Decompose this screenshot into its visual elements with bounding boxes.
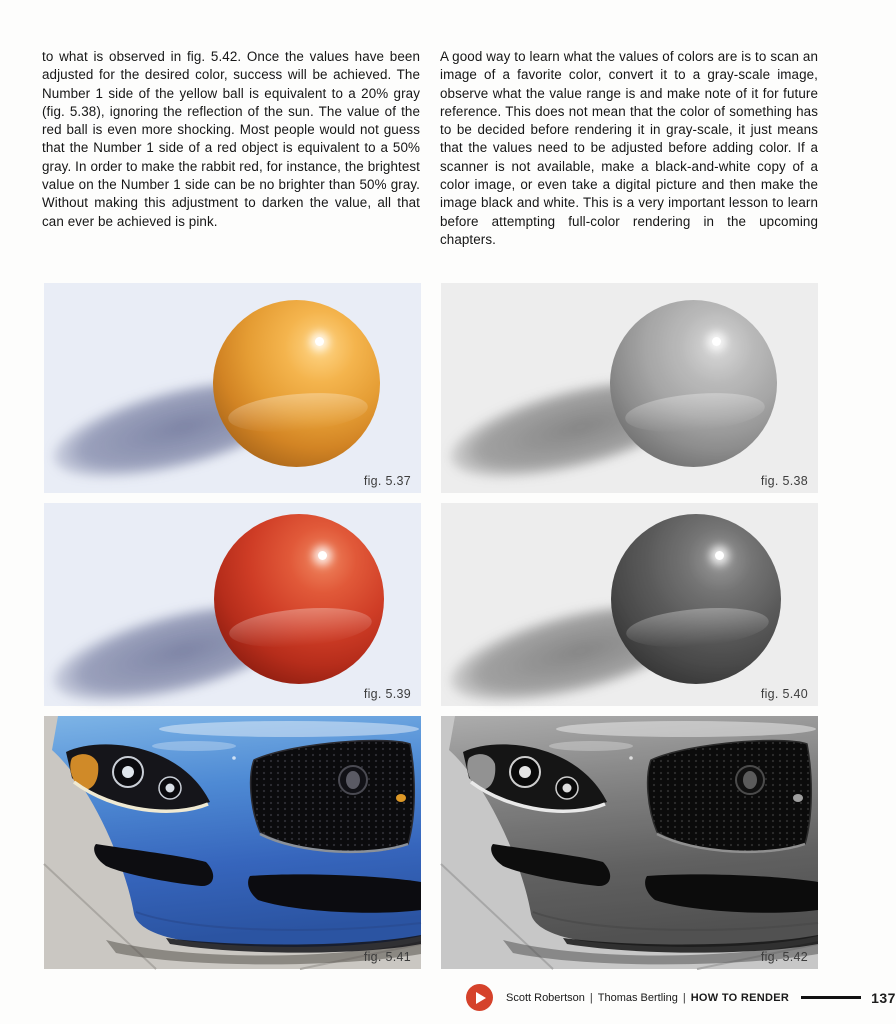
figure-5-41 [44, 716, 421, 969]
figure-caption: fig. 5.39 [363, 687, 411, 701]
figure-5-39 [44, 503, 421, 706]
grayscale-ball-photo [441, 283, 818, 493]
yellow-ball-photo [44, 283, 421, 493]
car-illustration [44, 716, 421, 969]
figure-5-37 [44, 283, 421, 493]
figure-caption: fig. 5.37 [363, 474, 411, 488]
footer-text [506, 992, 789, 1004]
paragraph-right: A good way to learn what the values of colors are is to scan an image of a favorite color, convert it to a gray-scale image, observe what the value range is and make note of it for future reference. This does not mean that the color of something has to be decided before rendering it in gray-scale, it just means that the values need to be adjusted before adding color. If a scanner is not available, make a black-and-white copy of a color image, or even take a digital picture and then make the image black and white. This is a very important lesson to learn before attempting full-color rendering in the upcoming chapters. [440, 49, 818, 247]
yellow-ball [213, 300, 380, 467]
figure-5-38 [441, 283, 818, 493]
figure-caption: fig. 5.42 [760, 950, 808, 964]
ball-scene-background [44, 283, 421, 493]
text-column-left [42, 48, 420, 249]
page-footer [466, 984, 896, 1011]
ball-scene-background [44, 503, 421, 706]
paragraph-left: to what is observed in fig. 5.42. Once the values have been adjusted for the desired color, success will be achieved. The Number 1 side of the yellow ball is equivalent to a 20% gray (fig. 5.38), ignoring the reflection of the sun. The value of the red ball is even more shocking. Most people would not guess that the Number 1 side of a red object is equivalent to a 50% gray. In order to make the rabbit red, for instance, the brightest value on the Number 1 side can be no brighter than 50% gray. Without making this adjustment to darken the value, all that can ever be achieved is pink. [42, 49, 420, 229]
footer-divider: | [682, 991, 686, 1004]
red-ball-photo [44, 503, 421, 706]
figure-5-42 [441, 716, 818, 969]
grayscale-car-photo [441, 716, 818, 969]
red-ball [611, 514, 781, 684]
ball-scene-background [441, 283, 818, 493]
footer-divider: | [589, 991, 593, 1004]
figure-caption: fig. 5.40 [760, 687, 808, 701]
ball-scene-background [441, 503, 818, 706]
footer-author-2: Thomas Bertling [597, 991, 678, 1004]
play-icon [466, 984, 493, 1011]
grayscale-ball-photo [441, 503, 818, 706]
text-column-right [440, 48, 818, 249]
figure-caption: fig. 5.41 [363, 950, 411, 964]
car-illustration [441, 716, 818, 969]
figure-caption: fig. 5.38 [760, 474, 808, 488]
blue-car-photo [44, 716, 421, 969]
book-title: HOW TO RENDER [690, 991, 790, 1004]
footer-author-1: Scott Robertson [506, 991, 585, 1004]
yellow-ball [610, 300, 777, 467]
footer-rule [801, 996, 861, 999]
red-ball [214, 514, 384, 684]
page-number: 137 [871, 989, 896, 1006]
figure-grid [44, 283, 818, 969]
body-text-columns [42, 48, 818, 249]
figure-5-40 [441, 503, 818, 706]
